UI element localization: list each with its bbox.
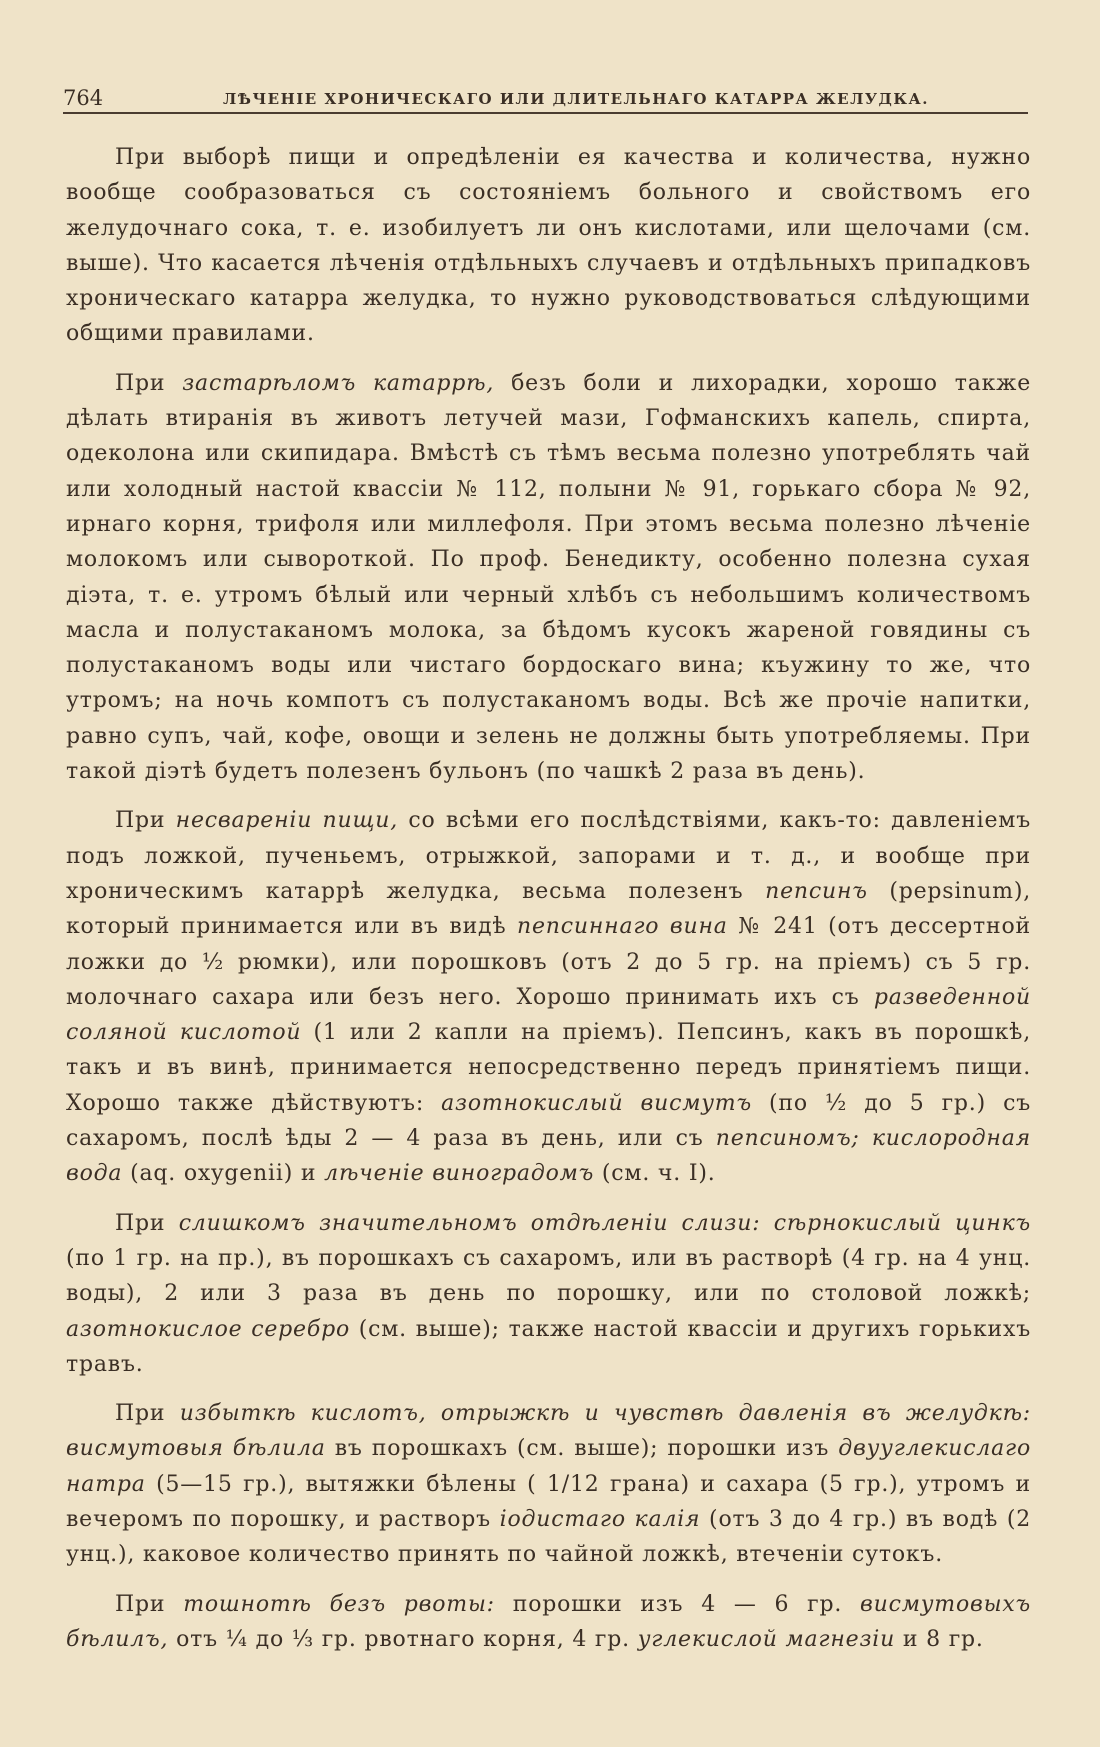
text-run: (aq. oxygenii) и [122, 1161, 325, 1187]
italic-text: лѣченіе виноградомъ [324, 1161, 595, 1187]
text-run: При [115, 1591, 184, 1617]
text-run: (pepsinum), который принимается или въ видѣ [66, 878, 1031, 940]
text-run: № 241 (отъ дессертной ложки до ½ рюмки), или порошковъ (отъ 2 до 5 гр. на пріемъ) съ 5 гр. молочнаго сахара или безъ него. Хорошо принимать ихъ съ [66, 914, 1031, 1010]
text-run: отъ ¼ до ⅓ гр. рвотнаго корня, 4 гр. [168, 1626, 638, 1652]
text-run: и 8 гр. [895, 1626, 984, 1652]
italic-text: разведенной соляной кислотой [66, 984, 1031, 1046]
page-body [66, 140, 1031, 1671]
text-run: (отъ 3 до 4 гр.) въ водѣ (2 унц.), каковое количество принять по чайной ложкѣ, втеченіи сутокъ. [66, 1506, 1031, 1568]
running-title: ЛѢЧЕНІЕ ХРОНИЧЕСКАГО ИЛИ ДЛИТЕЛЬНАГО КАТАРРА ЖЕЛУДКА. [223, 90, 929, 108]
text-run: (по ½ до 5 гр.) съ сахаромъ, послѣ ѣды 2 — 4 раза въ день, или съ [66, 1090, 1031, 1152]
italic-text: азотнокислый висмутъ [441, 1090, 752, 1116]
text-run: (5—15 гр.), вытяжки бѣлены ( 1/12 грана) и сахара (5 гр.), утромъ и вечеромъ по порошку, и растворъ [66, 1471, 1031, 1532]
italic-text: іодистаго калія [499, 1506, 701, 1532]
italic-text: азотнокислое серебро [66, 1316, 350, 1342]
text-run: При [115, 1401, 180, 1427]
paragraph [66, 1396, 1031, 1572]
paragraph [66, 1587, 1031, 1658]
text-run: При выборѣ пищи и опредѣленіи ея качества и количества, нужно вообще сообразоваться съ состояніемъ больного и свойствомъ его желудочнаго сока, т. е. изобилуетъ ли онъ кислотами, или щелочами (см. выше). Что касается лѣченія отдѣльныхъ случаевъ и отдѣльныхъ припадковъ хроническаго катарра желудка, то нужно руководствоваться слѣдующими общими правилами. [66, 145, 1031, 347]
italic-text: пепсиномъ; кислородная вода [66, 1126, 1031, 1187]
text-run: При [115, 808, 176, 834]
italic-text: углекислой магнезіи [637, 1626, 896, 1652]
italic-text: висмутовыхъ бѣлилъ, [66, 1591, 1032, 1652]
text-run: (1 или 2 капли на пріемъ). Пепсинъ, какъ въ порошкѣ, такъ и въ винѣ, принимается непосредственно передъ принятіемъ пищи. Хорошо также дѣйствуютъ: [66, 1020, 1031, 1116]
text-run: безъ боли и лихорадки, хорошо также дѣлать втиранія въ животъ летучей мази, Гофманскихъ капель, спирта, одеколона или скипидара. Вмѣстѣ съ тѣмъ весьма полезно употреблять чай или холодный настой квассіи № 112, полыни № 91, горькаго сбора № 92, ирнаго корня, трифоля или миллефоля. При этомъ весьма полезно лѣченіе молокомъ или сывороткой. По проф. Бенедикту, особенно полезна сухая діэта, т. е. утромъ бѣлый или черный хлѣбъ съ небольшимъ количествомъ масла и полустаканомъ молока, за бѣдомъ кусокъ жареной говядины съ полустаканомъ воды или чистаго бордоскаго вина; къужину то же, что утромъ; на ночь компотъ съ полустаканомъ воды. Всѣ же прочіе напитки, равно супъ, чай, кофе, овощи и зелень не должны быть употребляемы. При такой діэтѣ будетъ полезенъ бульонъ (по чашкѣ 2 раза въ день). [66, 370, 1032, 785]
paragraph [66, 140, 1031, 352]
text-run: При [115, 1210, 179, 1236]
page-header [63, 82, 1028, 114]
text-run: (см. выше); также настой квассіи и другихъ горькихъ травъ. [66, 1316, 1031, 1377]
italic-text: двууглекислаго натра [66, 1436, 1031, 1497]
italic-text: тошнотѣ безъ рвоты: [183, 1591, 495, 1617]
page-number: 764 [63, 86, 104, 110]
text-run: (см. ч. I). [594, 1161, 716, 1187]
text-run: При [115, 370, 183, 396]
italic-text: избыткѣ кислотъ, отрыжкѣ и чувствѣ давленія въ желудкѣ: висмутовыя бѣлила [66, 1401, 1031, 1462]
paragraph [66, 1206, 1031, 1382]
text-run: порошки изъ 4 — 6 гр. [494, 1591, 861, 1617]
italic-text: несвареніи пищи, [175, 808, 399, 834]
italic-text: застарѣломъ катаррѣ, [182, 370, 495, 396]
paragraph [66, 803, 1031, 1191]
italic-text: пепсиннаго вина [517, 914, 728, 940]
text-run: со всѣми его послѣдствіями, какъ-то: давленіемъ подъ ложкой, пученьемъ, отрыжкой, запорами и т. д., и вообще при хроническимъ катаррѣ желудка, весьма полезенъ [66, 808, 1032, 904]
italic-text: пепсинъ [765, 878, 868, 904]
text-run: (по 1 гр. на пр.), въ порошкахъ съ сахаромъ, или въ растворѣ (4 гр. на 4 унц. воды), 2 или 3 раза въ день по порошку, или по столовой ложкѣ; [66, 1245, 1031, 1307]
paragraph [66, 366, 1031, 790]
italic-text: слишкомъ значительномъ отдѣленіи слизи: сѣрнокислый цинкъ [178, 1210, 1031, 1236]
text-run: въ порошкахъ (см. выше); порошки изъ [325, 1436, 839, 1462]
